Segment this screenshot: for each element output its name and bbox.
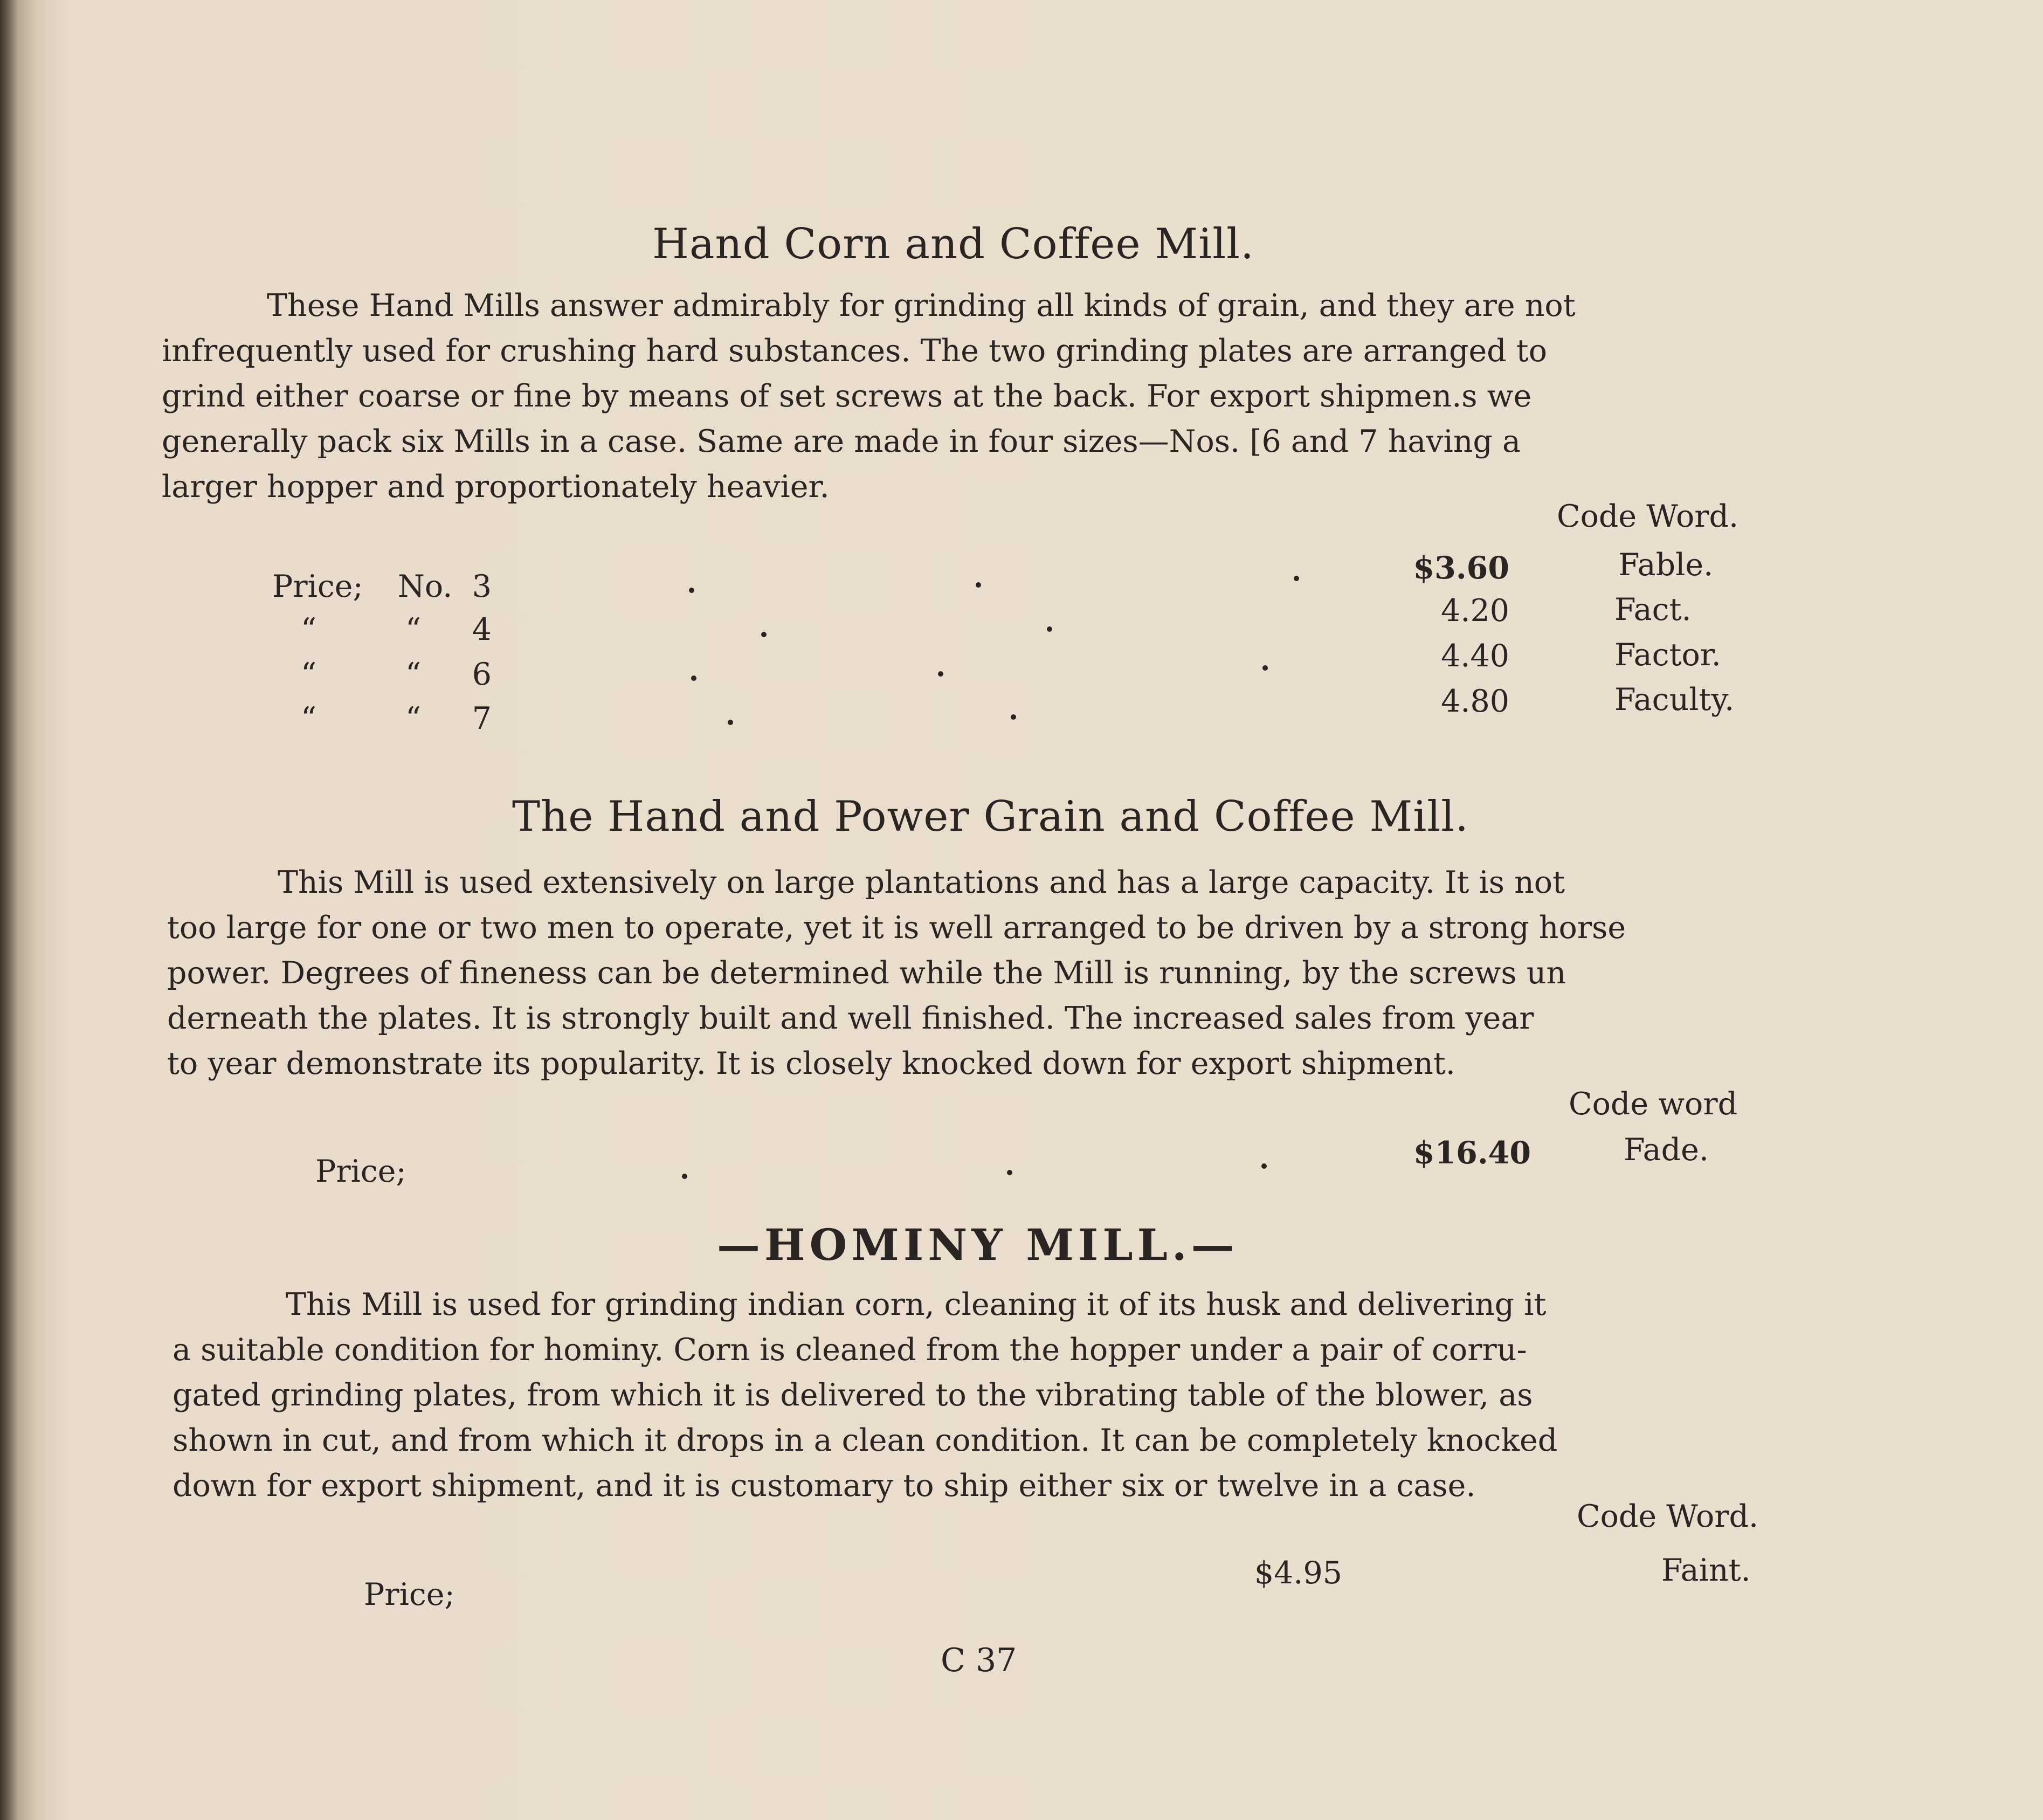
row-code: Faculty. <box>1614 682 1735 718</box>
section-body-hominy-mill <box>172 1282 1557 1508</box>
row-ditto: “ <box>405 701 422 736</box>
row-ditto: “ <box>405 612 422 647</box>
section-title-hominy-mill: —HOMINY MILL.— <box>717 1219 1239 1270</box>
price-label: Price; <box>315 1154 406 1189</box>
row-number: 7 <box>472 701 492 736</box>
body-line: These Hand Mills answer admirably for grinding all kinds of grain, and they are not <box>267 288 1576 323</box>
row-code: Fable. <box>1618 547 1714 583</box>
body-line: a suitable condition for hominy. Corn is cleaned from the hopper under a pair of corru- <box>172 1332 1527 1368</box>
body-line: generally pack six Mills in a case. Same are made in four sizes—Nos. [6 and 7 having a <box>162 424 1521 459</box>
row-ditto: “ <box>301 612 317 647</box>
row-code: Faint. <box>1661 1553 1751 1588</box>
row-number: 6 <box>472 657 492 692</box>
price-label: Price; <box>364 1577 455 1612</box>
section-body-hand-corn-mill <box>162 283 1576 509</box>
row-code: Factor. <box>1614 637 1721 673</box>
body-line: This Mill is used extensively on large plantations and has a large capacity. It is not <box>278 865 1565 900</box>
section-title-hand-corn-mill: Hand Corn and Coffee Mill. <box>652 220 1254 268</box>
body-line: too large for one or two men to operate, yet it is well arranged to be driven by a strong horse <box>167 910 1626 946</box>
body-line: shown in cut, and from which it drops in a clean condition. It can be completely knocked <box>172 1423 1558 1458</box>
leader-dot <box>976 582 981 588</box>
leader-dot <box>682 1174 687 1179</box>
row-code: Fade. <box>1624 1132 1709 1168</box>
row-price: 4.40 <box>1441 638 1509 674</box>
leader-dot <box>1011 714 1016 720</box>
leader-dot <box>1294 576 1299 581</box>
body-line: to year demonstrate its popularity. It is closely knocked down for export shipment. <box>167 1046 1455 1081</box>
leader-dot <box>728 720 733 725</box>
leader-dot <box>761 632 767 637</box>
code-word-header: Code Word. <box>1557 499 1739 534</box>
body-line: This Mill is used for grinding indian corn, cleaning it of its husk and delivering it <box>286 1287 1547 1322</box>
row-code: Fact. <box>1614 592 1692 628</box>
code-word-header: Code word <box>1569 1086 1738 1122</box>
row-price: 4.80 <box>1441 684 1509 719</box>
price-label: Price; <box>272 569 363 604</box>
body-line: power. Degrees of fineness can be determined while the Mill is running, by the screws un <box>167 955 1566 991</box>
section-title-hand-power-mill: The Hand and Power Grain and Coffee Mill. <box>512 792 1469 841</box>
row-price: $3.60 <box>1413 550 1509 586</box>
code-word-header: Code Word. <box>1577 1499 1759 1534</box>
row-price: $4.95 <box>1254 1555 1342 1591</box>
row-price: 4.20 <box>1441 593 1509 629</box>
row-price: $16.40 <box>1413 1135 1531 1171</box>
row-number: 4 <box>472 612 492 647</box>
leader-dot <box>938 671 943 677</box>
leader-dot <box>1261 1163 1267 1169</box>
row-ditto: “ <box>301 701 317 736</box>
section-body-hand-power-mill <box>167 860 1626 1086</box>
leader-dot <box>689 588 694 593</box>
row-number: 3 <box>472 569 492 604</box>
body-line: infrequently used for crushing hard substances. The two grinding plates are arranged to <box>162 333 1548 369</box>
leader-dot <box>1262 665 1268 671</box>
page-number: C 37 <box>941 1642 1017 1679</box>
leader-dot <box>691 675 696 681</box>
leader-dot <box>1007 1170 1012 1175</box>
body-line: down for export shipment, and it is customary to ship either six or twelve in a case. <box>172 1468 1476 1504</box>
body-line: derneath the plates. It is strongly built and well finished. The increased sales from year <box>167 1001 1534 1036</box>
row-ditto: “ <box>405 657 422 692</box>
body-line: gated grinding plates, from which it is delivered to the vibrating table of the blower, as <box>172 1377 1533 1413</box>
body-line: grind either coarse or fine by means of set screws at the back. For export shipmen.s we <box>162 378 1532 414</box>
body-line: larger hopper and proportionately heavier. <box>162 469 830 505</box>
leader-dot <box>1047 626 1052 632</box>
row-ditto: “ <box>301 657 317 692</box>
row-label: No. <box>398 569 453 604</box>
